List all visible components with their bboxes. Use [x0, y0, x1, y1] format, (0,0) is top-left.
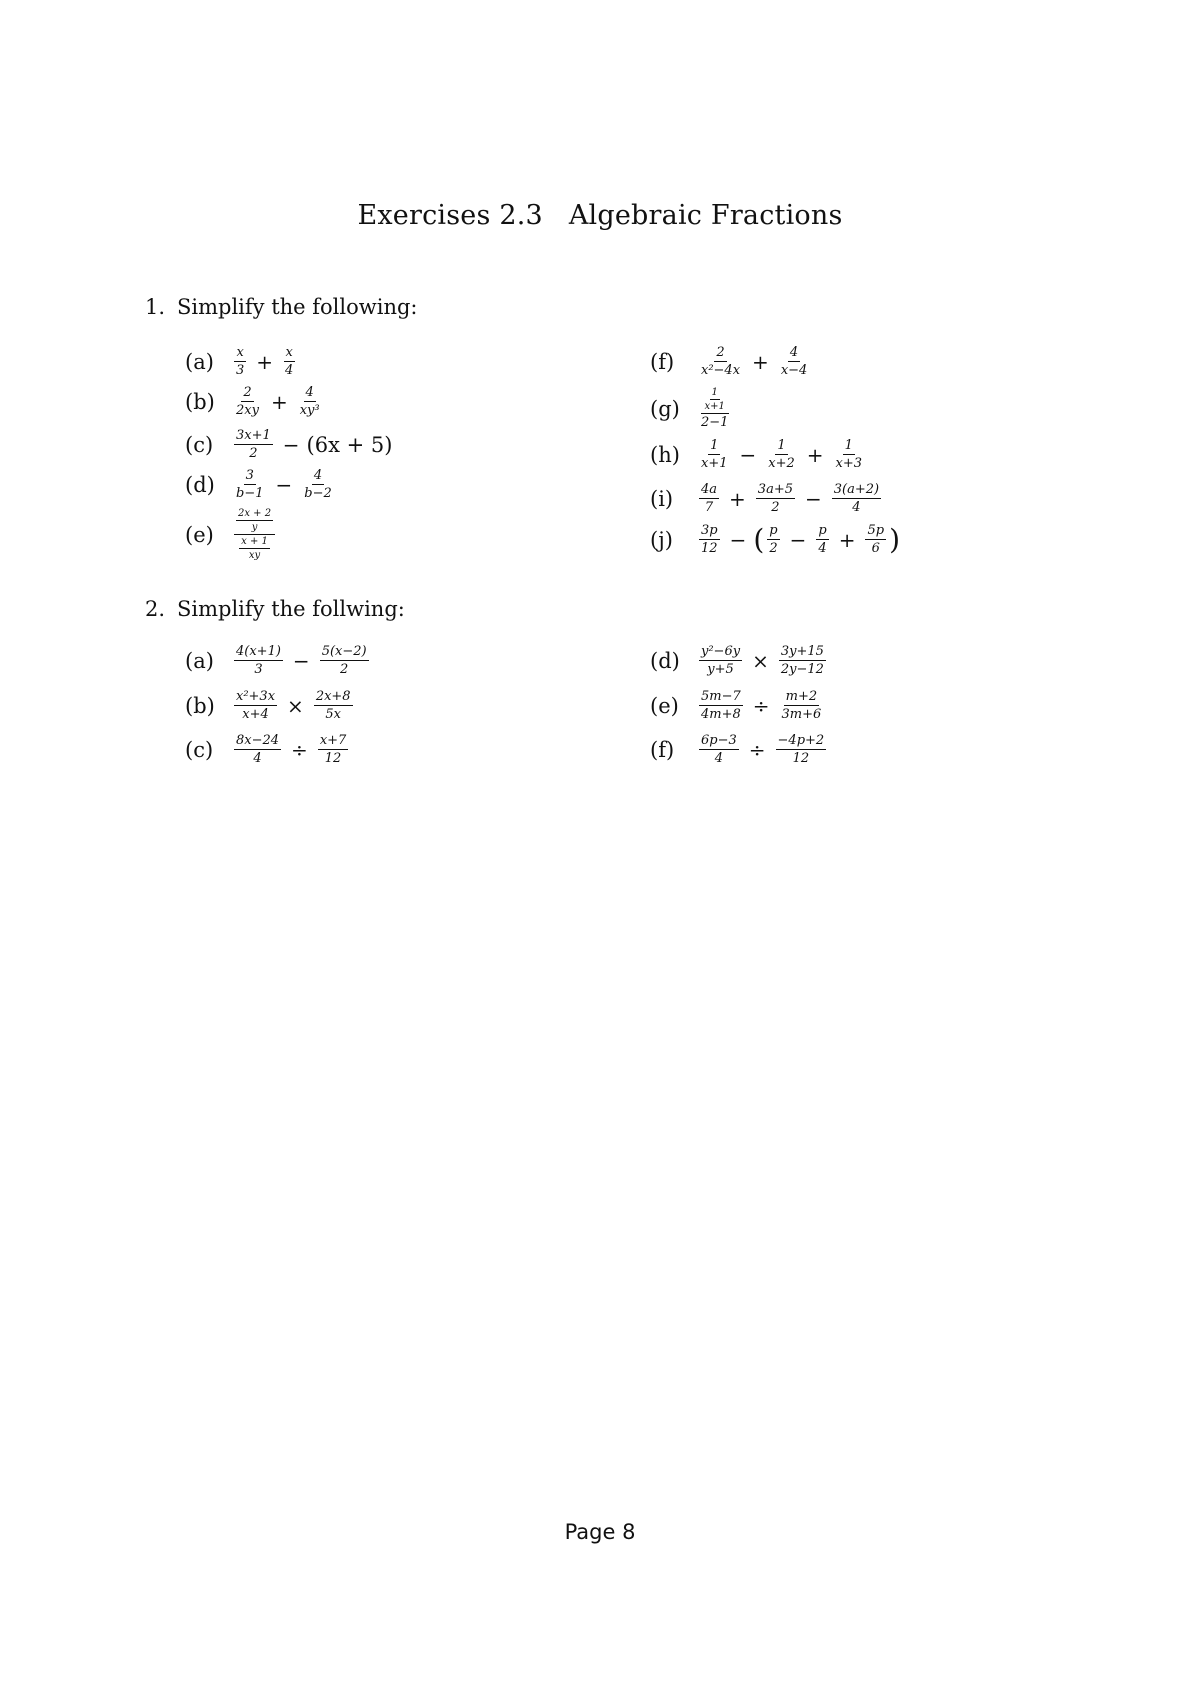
denominator: 2y−12: [780, 662, 824, 677]
numerator: 3a+5: [757, 482, 793, 497]
numerator: 5m−7: [701, 689, 741, 704]
denominator: b−2: [304, 486, 332, 501]
denominator: x²−4x: [701, 363, 741, 378]
operator: −: [804, 486, 822, 511]
numerator: 2x + 2: [238, 508, 272, 519]
exercise-label: (e): [185, 522, 214, 547]
exercise-1i: [650, 482, 884, 515]
fraction: [234, 345, 246, 378]
compound-fraction: [699, 387, 730, 430]
fraction: [699, 345, 742, 378]
denominator: b−1: [236, 486, 264, 501]
exercise-label: (j): [650, 527, 673, 552]
question-2-prompt: [145, 597, 405, 621]
fraction: [780, 689, 824, 722]
denominator: 2: [249, 446, 258, 461]
numerator: 4: [305, 385, 314, 400]
denominator: 2xy: [236, 403, 259, 418]
numerator: 4: [789, 345, 799, 360]
numerator: p: [818, 523, 827, 538]
numerator: 8x−24: [236, 733, 280, 748]
exercise-1g: [650, 387, 733, 430]
fraction: [314, 689, 353, 722]
denominator: x+4: [242, 707, 269, 722]
exercise-1h: [650, 438, 867, 471]
numerator: [701, 387, 729, 414]
denominator: 4: [852, 500, 861, 515]
exercise-label: (d): [185, 472, 215, 497]
exercise-label: (a): [185, 349, 214, 374]
numerator: 3x+1: [236, 428, 271, 443]
fraction: [766, 438, 797, 471]
question-1-prompt: [145, 295, 418, 319]
fraction: [779, 644, 826, 677]
page-title: [0, 200, 1200, 231]
denominator: 2−1: [701, 415, 729, 430]
exercise-2a: [185, 644, 372, 677]
fraction: [865, 523, 886, 556]
operator: +: [752, 349, 769, 374]
fraction: [283, 345, 295, 378]
question-number: 2.: [145, 597, 166, 621]
fraction: [756, 482, 795, 515]
question-text: Simplify the follwing:: [177, 597, 405, 621]
numerator: 2: [716, 345, 725, 360]
exercise-1f: [650, 345, 812, 378]
operator: −: [292, 648, 310, 673]
numerator: p: [769, 523, 778, 538]
numerator: 6p−3: [701, 733, 737, 748]
operator: −: [739, 442, 757, 467]
denominator: 6: [871, 541, 880, 556]
denominator: 4m+8: [701, 707, 741, 722]
fraction: [699, 523, 720, 556]
fraction: [234, 689, 277, 722]
operator: −: [789, 527, 807, 552]
denominator: 4: [253, 751, 262, 766]
denominator: 2: [340, 662, 349, 677]
numerator: 1: [777, 438, 786, 453]
operator: ÷: [752, 693, 770, 718]
numerator: 5p: [867, 523, 885, 538]
denominator: 4: [714, 751, 724, 766]
fraction: [236, 508, 273, 533]
exercise-label: (h): [650, 442, 680, 467]
operator: −: [729, 527, 747, 552]
fraction: [234, 733, 281, 766]
fraction: [699, 689, 743, 722]
denominator: x+2: [768, 456, 795, 471]
denominator: [237, 535, 272, 561]
exercise-2d: [650, 644, 829, 677]
denominator: x+1: [701, 456, 728, 471]
fraction: [239, 536, 270, 561]
denominator: 3: [236, 363, 245, 378]
operator: +: [270, 389, 288, 414]
exercise-2c: [185, 733, 351, 766]
numerator: 2x+8: [315, 689, 351, 704]
question-number: 1.: [145, 295, 166, 319]
fraction: [834, 438, 865, 471]
numerator: [234, 508, 275, 535]
exercise-label: (f): [650, 349, 675, 374]
operator: −: [275, 472, 293, 497]
operator: +: [806, 442, 824, 467]
numerator: 4: [313, 468, 323, 483]
numerator: 3(a+2): [833, 482, 880, 497]
fraction: [302, 468, 334, 501]
exercise-label: (b): [185, 389, 215, 414]
fraction: [234, 468, 266, 501]
fraction: [234, 644, 283, 677]
numerator: y²−6y: [701, 644, 741, 659]
fraction: [318, 733, 349, 766]
exercise-label: (i): [650, 486, 674, 511]
numerator: 1: [711, 387, 718, 398]
page-number: Page 8: [564, 1520, 636, 1544]
fraction: [234, 385, 261, 418]
fraction: [234, 428, 273, 461]
fraction: [767, 523, 779, 556]
exercise-1e: [185, 508, 278, 561]
fraction: [320, 644, 369, 677]
exercise-label: (b): [185, 693, 215, 718]
exercise-1b: [185, 385, 325, 418]
numerator: 5(x−2): [321, 644, 367, 659]
expression-term: (6x + 5): [306, 432, 393, 457]
denominator: 4: [818, 541, 827, 556]
denominator: x+1: [704, 401, 725, 412]
denominator: 3m+6: [781, 707, 822, 722]
fraction: [776, 733, 827, 766]
exercise-1d: [185, 468, 337, 501]
exercise-label: (e): [650, 693, 679, 718]
exercise-label: (f): [650, 737, 675, 762]
operator: −: [282, 432, 300, 457]
denominator: 12: [324, 751, 342, 766]
numerator: −4p+2: [777, 733, 825, 748]
denominator: x−4: [780, 363, 808, 378]
numerator: x + 1: [241, 536, 268, 547]
denominator: 2: [771, 500, 780, 515]
fraction: [779, 345, 810, 378]
numerator: x²+3x: [236, 689, 276, 704]
numerator: x: [236, 345, 244, 360]
exercise-label: (a): [185, 648, 214, 673]
denominator: 4: [285, 363, 294, 378]
numerator: 3: [245, 468, 254, 483]
numerator: 3p: [701, 523, 718, 538]
operator: +: [256, 349, 274, 374]
title-topic: Algebraic Fractions: [568, 200, 843, 231]
denominator: 7: [704, 500, 714, 515]
exercise-label: (c): [185, 737, 214, 762]
operator: +: [838, 527, 856, 552]
numerator: x: [285, 345, 293, 360]
fraction: [699, 482, 719, 515]
exercise-label: (c): [185, 432, 214, 457]
numerator: 3y+15: [780, 644, 824, 659]
fraction: [816, 523, 828, 556]
exercise-2b: [185, 689, 356, 722]
operator: +: [729, 486, 746, 511]
title-exercise-number: Exercises 2.3: [357, 200, 543, 231]
operator: ÷: [748, 737, 766, 762]
denominator: xy³: [299, 403, 320, 418]
fraction: [832, 482, 881, 515]
denominator: y+5: [707, 662, 734, 677]
denominator: 12: [792, 751, 810, 766]
left-paren: (: [753, 522, 765, 556]
numerator: x+7: [319, 733, 347, 748]
numerator: 4(x+1): [236, 644, 281, 659]
exercise-2e: [650, 689, 826, 722]
fraction: [699, 733, 739, 766]
fraction: [703, 387, 727, 412]
denominator: 5x: [325, 707, 341, 722]
numerator: 2: [243, 385, 252, 400]
fraction: [699, 438, 730, 471]
exercise-1c: [185, 428, 392, 461]
denominator: y: [251, 522, 258, 533]
exercise-label: (d): [650, 648, 680, 673]
numerator: 1: [710, 438, 719, 453]
denominator: 3: [254, 662, 263, 677]
denominator: xy: [248, 550, 261, 561]
numerator: 1: [844, 438, 853, 453]
denominator: 2: [769, 541, 778, 556]
denominator: 12: [701, 541, 718, 556]
operator: ÷: [291, 737, 308, 762]
exercise-label: (g): [650, 396, 680, 421]
operator: ×: [752, 648, 769, 673]
numerator: m+2: [785, 689, 818, 704]
operator: ×: [287, 693, 304, 718]
question-text: Simplify the following:: [177, 295, 418, 319]
compound-fraction: [234, 508, 275, 561]
numerator: 4a: [701, 482, 718, 497]
right-paren: ): [889, 522, 901, 556]
fraction: [699, 644, 742, 677]
denominator: x+3: [835, 456, 863, 471]
exercise-1a: [185, 345, 298, 378]
fraction: [298, 385, 322, 418]
exercise-2f: [650, 733, 829, 766]
exercise-1j: [650, 523, 900, 556]
